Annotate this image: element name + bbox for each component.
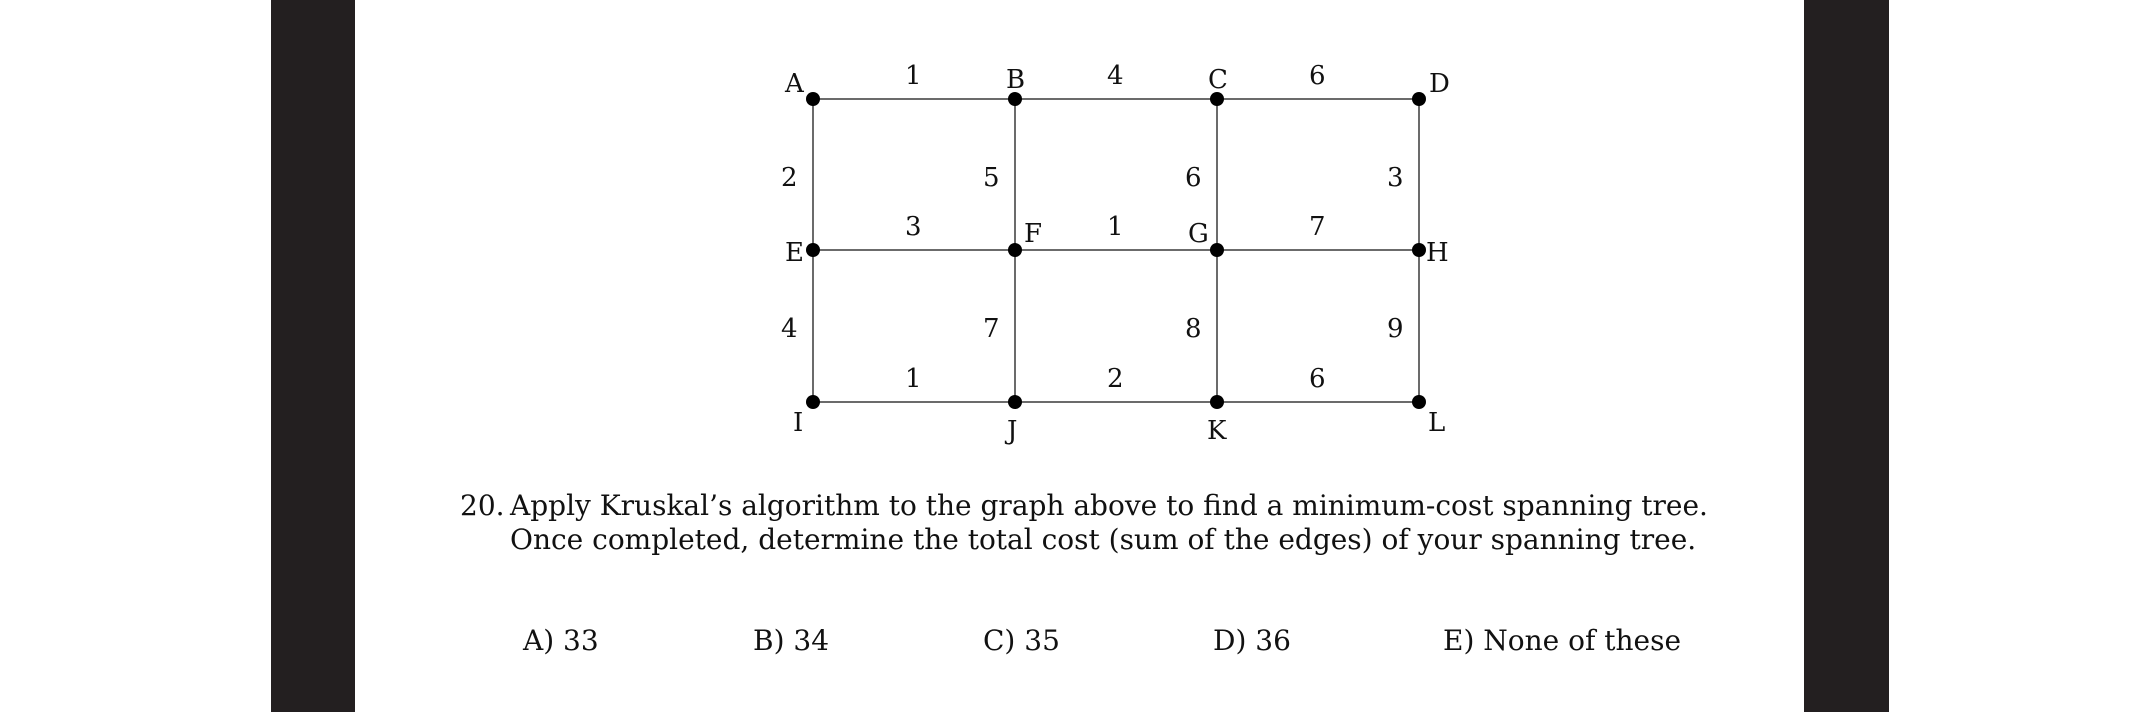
vertex-label-c: C: [1208, 65, 1228, 95]
vertex-label-g: G: [1188, 219, 1209, 249]
weight-j-k: 2: [1107, 364, 1124, 394]
vertex-d-dot: [1412, 92, 1426, 106]
vertex-label-h: H: [1426, 238, 1449, 268]
weight-a-e: 2: [781, 163, 798, 193]
vertex-h-dot: [1412, 243, 1426, 257]
weight-e-f: 3: [905, 212, 922, 242]
weight-e-i: 4: [781, 314, 798, 344]
vertex-label-l: L: [1428, 408, 1446, 438]
weight-b-f: 5: [983, 163, 1000, 193]
weight-a-b: 1: [905, 61, 922, 91]
weight-i-j: 1: [905, 364, 922, 394]
weight-g-h: 7: [1309, 212, 1326, 242]
vertex-label-d: D: [1429, 69, 1450, 99]
vertex-label-b: B: [1006, 65, 1026, 95]
weight-f-g: 1: [1107, 212, 1124, 242]
weight-d-h: 3: [1387, 163, 1404, 193]
answer-choices: [0, 624, 2131, 664]
vertex-label-e: E: [785, 238, 804, 268]
choice-b: B) 34: [753, 624, 830, 657]
weight-b-c: 4: [1107, 61, 1124, 91]
question-number: 20.: [460, 489, 505, 522]
vertex-e-dot: [806, 243, 820, 257]
vertex-label-a: A: [785, 69, 804, 99]
weight-h-l: 9: [1387, 314, 1404, 344]
vertex-f-dot: [1008, 243, 1022, 257]
weight-g-k: 8: [1185, 314, 1202, 344]
vertex-label-j: J: [1007, 416, 1018, 446]
vertex-l-dot: [1412, 395, 1426, 409]
choice-d: D) 36: [1213, 624, 1291, 657]
vertex-label-f: F: [1024, 219, 1043, 249]
vertex-label-i: I: [793, 408, 804, 438]
vertex-label-k: K: [1207, 416, 1227, 446]
weight-k-l: 6: [1309, 364, 1326, 394]
vertex-a-dot: [806, 92, 820, 106]
vertex-j-dot: [1008, 395, 1022, 409]
question-text-line-1: Apply Kruskal’s algorithm to the graph above to find a minimum-cost spanning tree.: [510, 489, 1708, 522]
vertex-g-dot: [1210, 243, 1224, 257]
weight-f-j: 7: [983, 314, 1000, 344]
weight-c-g: 6: [1185, 163, 1202, 193]
choice-a: A) 33: [523, 624, 599, 657]
choice-c: C) 35: [983, 624, 1060, 657]
choice-e: E) None of these: [1443, 624, 1682, 657]
vertex-i-dot: [806, 395, 820, 409]
question-text-line-2: Once completed, determine the total cost (sum of the edges) of your spanning tree.: [510, 523, 1697, 556]
weight-c-d: 6: [1309, 61, 1326, 91]
vertex-k-dot: [1210, 395, 1224, 409]
